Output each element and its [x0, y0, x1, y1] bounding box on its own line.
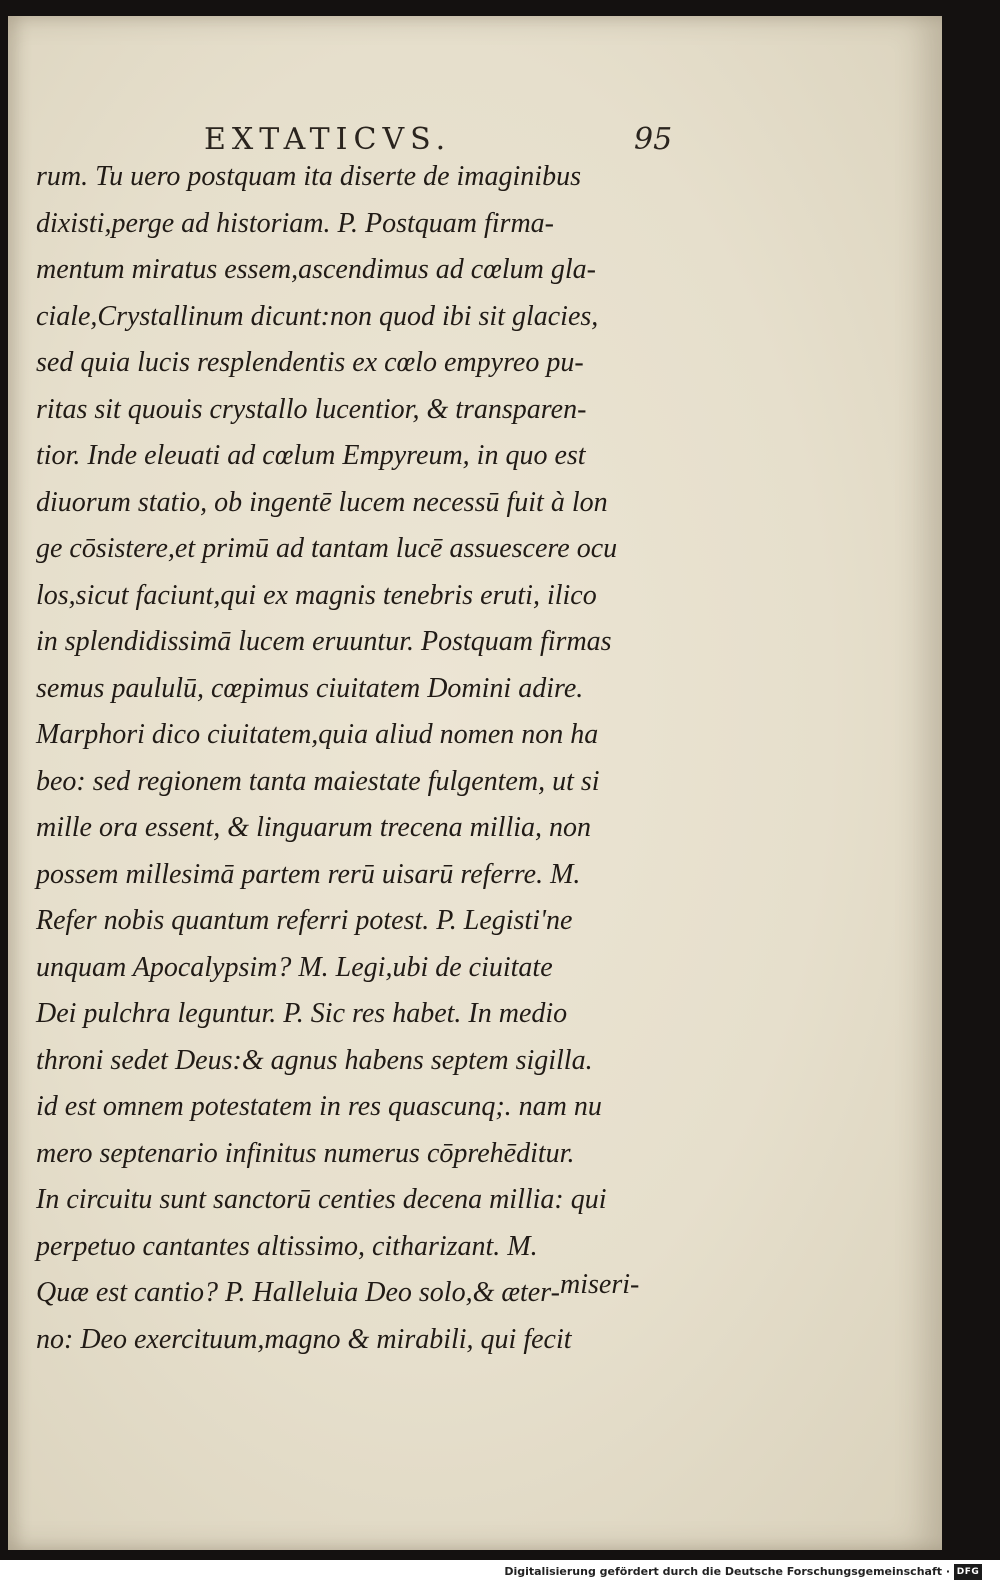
- running-head-title: EXTATICVS.: [204, 122, 452, 157]
- text-line: dixisti,perge ad historiam. P. Postquam firma-: [36, 207, 554, 239]
- text-line: Marphori dico ciuitatem,quia aliud nomen non ha: [36, 719, 599, 750]
- text-line: mero septenario infinitus numerus cōprehēditur.: [36, 1137, 575, 1169]
- footer-bar: [0, 1560, 1000, 1586]
- dfg-logo: DFG: [954, 1564, 982, 1580]
- text-line: semus paululū, cœpimus ciuitatem Domini adire.: [36, 672, 584, 704]
- text-line: in splendidissimā lucem eruuntur. Postquam firmas: [36, 626, 612, 657]
- text-line: no: Deo exercituum,magno & mirabili, qui fecit: [36, 1323, 572, 1355]
- text-line: mentum miratus essem,ascendimus ad cœlum gla-: [36, 254, 596, 285]
- catchword: miseri-: [560, 1269, 640, 1300]
- text-line: possem millesimā partem rerū uisarū referre. M.: [36, 858, 581, 890]
- text-line: Refer nobis quantum referri potest. P. Legisti'ne: [36, 905, 573, 936]
- page-number: 95: [634, 122, 673, 157]
- text-line: ge cōsistere,et primū ad tantam lucē assuescere ocu: [36, 533, 618, 564]
- text-line: Dei pulchra leguntur. P. Sic res habet. In medio: [36, 998, 568, 1029]
- text-line: diuorum statio, ob ingentē lucem necessū fuit à lon: [36, 486, 608, 518]
- running-head: [8, 16, 942, 176]
- book-page: [8, 16, 942, 1550]
- text-line: ritas sit quouis crystallo lucentior, & transparen-: [36, 393, 587, 425]
- funding-note: Digitalisierung gefördert durch die Deutsche Forschungsgemeinschaft ·: [504, 1565, 950, 1578]
- text-line: id est omnem potestatem in res quascunq;. nam nu: [36, 1091, 602, 1122]
- text-line: los,sicut faciunt,qui ex magnis tenebris eruti, ilico: [36, 579, 597, 611]
- text-line: throni sedet Deus:& agnus habens septem sigilla.: [36, 1044, 593, 1076]
- text-line: mille ora essent, & linguarum trecena millia, non: [36, 812, 592, 843]
- text-line: unquam Apocalypsim? M. Legi,ubi de ciuitate: [36, 951, 553, 983]
- text-line: perpetuo cantantes altissimo, citharizant. M.: [36, 1230, 538, 1262]
- text-line: Quæ est cantio? P. Halleluia Deo solo,& æter-: [36, 1277, 560, 1308]
- text-line: ciale,Crystallinum dicunt:non quod ibi sit glacies,: [36, 300, 599, 332]
- text-line: rum. Tu uero postquam ita diserte de imaginibus: [36, 161, 581, 192]
- text-line: tior. Inde eleuati ad cœlum Empyreum, in quo est: [36, 440, 586, 471]
- text-line: In circuitu sunt sanctorū centies decena millia: qui: [36, 1184, 607, 1215]
- text-line: sed quia lucis resplendentis ex cœlo empyreo pu-: [36, 347, 584, 378]
- text-line: beo: sed regionem tanta maiestate fulgentem, ut si: [36, 765, 600, 797]
- text-block: [36, 154, 686, 1363]
